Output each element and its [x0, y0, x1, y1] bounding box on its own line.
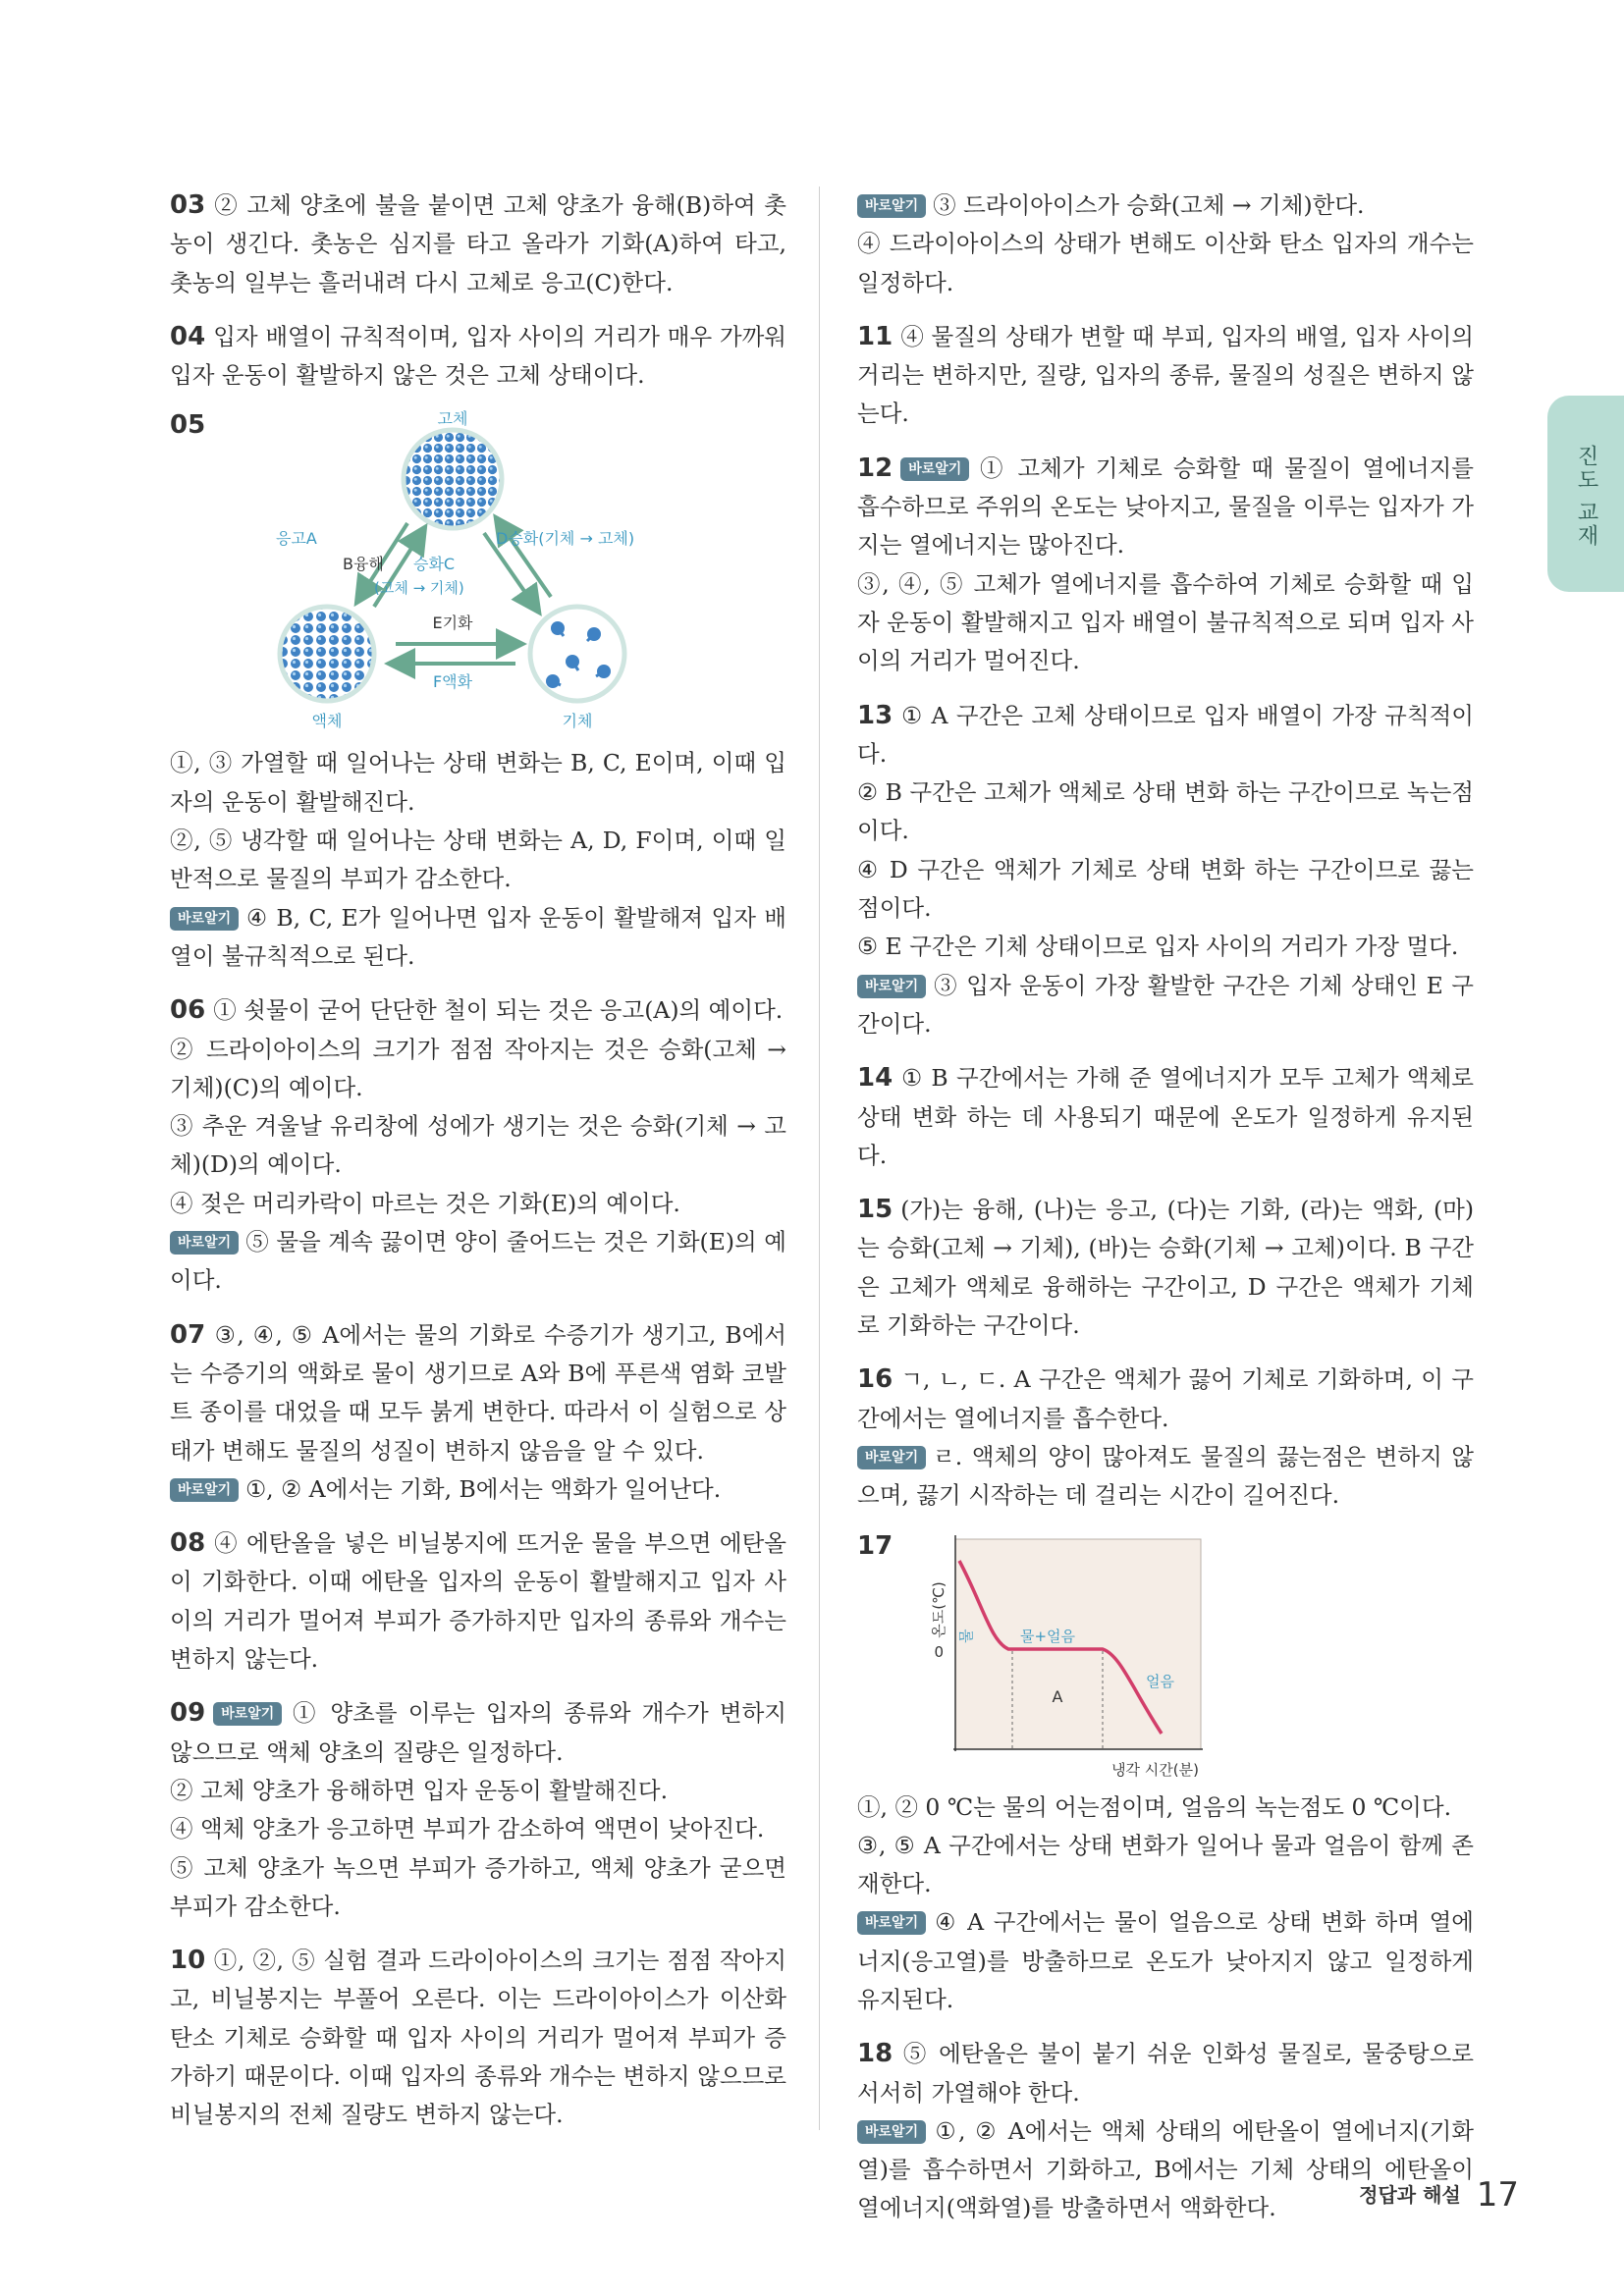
answer-07 [170, 1316, 786, 1509]
water-ice-label: 물+얼음 [1020, 1627, 1076, 1645]
left-column [170, 187, 786, 2151]
correction-text: ① 고체가 기체로 승화할 때 물질이 열에너지를 흡수하므로 주위의 온도는 낮아지고, 물질을 이루는 입자가 가지는 열에너지는 많아진다. [857, 454, 1474, 560]
explanation-text: ⑤ 에탄올은 불이 붙기 쉬운 인화성 물질로, 물중탕으로 서서히 가열해야 한다. [857, 2040, 1474, 2107]
label-e: E기화 [432, 614, 473, 633]
explanation-text: 입자 배열이 규칙적이며, 입자 사이의 거리가 매우 가까워 입자 운동이 활발하지 않은 것은 고체 상태이다. [170, 322, 786, 390]
explanation-text: ④ D 구간은 액체가 기체로 상태 변화 하는 구간이므로 끓는점이다. [857, 855, 1474, 923]
explanation-text: (가)는 융해, (나)는 응고, (다)는 기화, (라)는 액화, (마)는 승화(고체 → 기체), (바)는 승화(기체 → 고체)이다. B 구간은 고체가 액체로 융해하는 구간이고, D 구간은 액체가 기체로 기화하는 구간이다. [857, 1196, 1474, 1340]
explanation-text: ①, ③ 가열할 때 일어나는 상태 변화는 B, C, E이며, 이때 입자의 운동이 활발해진다. [170, 749, 786, 816]
explanation-text: ③ 추운 겨울날 유리창에 성에가 생기는 것은 승화(기체 → 고체)(D)의 예이다. [170, 1112, 786, 1179]
item-number: 08 [170, 1528, 206, 1559]
correction-badge: 바로알기 [170, 907, 239, 931]
correction-text: ① 양초를 이루는 입자의 종류와 개수가 변하지 않으므로 액체 양초의 질량은 일정하다. [170, 1699, 786, 1766]
answer-13 [857, 697, 1474, 1044]
explanation-text: ①, ② 0 ℃는 물의 어는점이며, 얼음의 녹는점도 0 ℃이다. [857, 1792, 1452, 1821]
correction-badge: 바로알기 [213, 1702, 282, 1726]
water-label: 물 [957, 1629, 975, 1643]
correction-text: ④ A 구간에서는 물이 얼음으로 상태 변화 하며 열에너지(응고열)를 방출하므로 온도가 낮아지지 않고 일정하게 유지된다. [857, 1908, 1474, 2013]
column-divider [819, 187, 820, 2130]
state-change-diagram [239, 410, 690, 744]
ice-label: 얼음 [1146, 1672, 1174, 1690]
answer-10 [170, 1942, 786, 2134]
answer-10-continued [857, 187, 1474, 302]
correction-badge: 바로알기 [857, 975, 926, 998]
answer-08 [170, 1524, 786, 1679]
gas-particles [530, 607, 624, 701]
explanation-text: ④ 젖은 머리카락이 마르는 것은 기화(E)의 예이다. [170, 1189, 680, 1217]
correction-text: ④ 드라이아이스의 상태가 변해도 이산화 탄소 입자의 개수는 일정하다. [857, 230, 1474, 296]
x-axis-label: 냉각 시간(분) [1111, 1760, 1199, 1779]
explanation-text: ② 드라이아이스의 크기가 점점 작아지는 것은 승화(고체 → 기체)(C)의 예이다. [170, 1035, 786, 1101]
correction-text: ⑤ 고체 양초가 녹으면 부피가 증가하고, 액체 양초가 굳으면 부피가 감소한다. [170, 1853, 786, 1920]
answer-17 [857, 1531, 1474, 2020]
explanation-text: ②, ⑤ 냉각할 때 일어나는 상태 변화는 A, D, F이며, 이때 일반적으로 물질의 부피가 감소한다. [170, 827, 786, 893]
item-number: 15 [857, 1195, 893, 1225]
correction-text: ③, ④, ⑤ 고체가 열에너지를 흡수하여 기체로 승화할 때 입자 운동이 활발해지고 입자 배열이 불규칙적으로 되며 입자 사이의 거리가 멀어진다. [857, 569, 1474, 675]
item-number: 12 [857, 453, 893, 483]
item-number: 07 [170, 1319, 206, 1350]
footer-title: 정답과 해설 [1359, 2183, 1461, 2207]
label-d: D승화(기체 → 고체) [496, 529, 635, 549]
explanation-text: ② B 구간은 고체가 액체로 상태 변화 하는 구간이므로 녹는점이다. [857, 778, 1474, 845]
correction-text: ①, ② A에서는 기화, B에서는 액화가 일어난다. [245, 1474, 722, 1503]
page-footer [1359, 2175, 1519, 2215]
explanation-text: ⑤ E 구간은 기체 상태이므로 입자 사이의 거리가 가장 멀다. [857, 933, 1459, 961]
explanation-text: ㄱ, ㄴ, ㄷ. A 구간은 액체가 끓어 기체로 기화하며, 이 구간에서는 열에너지를 흡수한다. [857, 1365, 1474, 1432]
answer-06 [170, 991, 786, 1300]
label-c: 승화C [413, 555, 456, 574]
label-b: B융해 [343, 555, 384, 574]
correction-badge: 바로알기 [857, 1911, 926, 1935]
item-number: 10 [170, 1946, 206, 1976]
graph-background [955, 1539, 1201, 1749]
correction-badge: 바로알기 [857, 194, 926, 218]
item-number: 09 [170, 1698, 206, 1729]
correction-text: ③ 드라이아이스가 승화(고체 → 기체)한다. [933, 191, 1365, 219]
cooling-curve-graph [904, 1531, 1238, 1789]
chapter-tab-label: 진도 교재 [1574, 445, 1598, 548]
answer-04 [170, 318, 786, 396]
answer-09 [170, 1694, 786, 1926]
explanation-text: ④ 에탄올을 넣은 비닐봉지에 뜨거운 물을 부으면 에탄올이 기화한다. 이때 에탄올 입자의 운동이 활발해지고 입자 사이의 거리가 멀어져 부피가 증가하지만 입자의 종류와 개수는 변하지 않는다. [170, 1529, 786, 1674]
answer-16 [857, 1361, 1474, 1515]
page-number: 17 [1476, 2175, 1519, 2215]
explanation-text: ③, ⑤ A 구간에서는 상태 변화가 일어나 물과 얼음이 함께 존재한다. [857, 1831, 1474, 1898]
right-column [857, 187, 1474, 2244]
item-number: 14 [857, 1063, 893, 1094]
liquid-particles [280, 607, 374, 701]
explanation-text: ①, ②, ⑤ 실험 결과 드라이아이스의 크기는 점점 작아지고, 비닐봉지는 부풀어 오른다. 이는 드라이아이스가 이산화 탄소 기체로 승화할 때 입자 사이의 거리가 멀어져 부피가 증가하기 때문이다. 이때 입자의 종류와 개수는 변하지 않으므로 비닐봉지의 전체 질량도 변하지 않는다. [170, 1947, 786, 2129]
correction-badge: 바로알기 [857, 2120, 926, 2144]
correction-text: ② 고체 양초가 융해하면 입자 운동이 활발해진다. [170, 1776, 669, 1804]
item-number: 11 [857, 321, 893, 351]
solid-particles [404, 430, 502, 528]
answer-03 [170, 187, 786, 302]
answer-14 [857, 1059, 1474, 1175]
item-number: 03 [170, 190, 206, 220]
correction-badge: 바로알기 [900, 457, 969, 481]
item-number: 16 [857, 1364, 893, 1395]
answer-15 [857, 1191, 1474, 1345]
item-number: 17 [857, 1530, 893, 1561]
item-number: 05 [170, 410, 206, 441]
correction-text: ④ 액체 양초가 응고하면 부피가 감소하여 액면이 낮아진다. [170, 1815, 765, 1843]
answer-05 [170, 410, 786, 976]
correction-text: ①, ② A에서는 액체 상태의 에탄올이 열에너지(기화열)를 흡수하면서 기화하고, B에서는 기체 상태의 에탄올이 열에너지(액화열)를 방출하면서 액화한다. [857, 2116, 1474, 2222]
answer-11 [857, 318, 1474, 434]
chapter-tab [1547, 396, 1624, 592]
correction-text: ③ 입자 운동이 가장 활발한 구간은 기체 상태인 E 구간이다. [857, 971, 1474, 1038]
zero-label: 0 [934, 1642, 944, 1661]
item-number: 18 [857, 2039, 893, 2069]
label-c-sub: (고체 → 기체) [374, 579, 464, 598]
explanation-text: ① 쇳물이 굳어 단단한 철이 되는 것은 응고(A)의 예이다. [213, 996, 784, 1025]
explanation-text: ① A 구간은 고체 상태이므로 입자 배열이 가장 규칙적이다. [857, 701, 1474, 768]
item-number: 04 [170, 321, 206, 351]
solid-label: 고체 [437, 410, 468, 429]
correction-text: ④ B, C, E가 일어나면 입자 운동이 활발해져 입자 배열이 불규칙적으로 된다. [170, 903, 786, 970]
label-f: F액화 [432, 672, 473, 692]
explanation-text: ③, ④, ⑤ A에서는 물의 기화로 수증기가 생기고, B에서는 수증기의 액화로 물이 생기므로 A와 B에 푸른색 염화 코발트 종이를 대었을 때 모두 붉게 변한다. 따라서 이 실험으로 상태가 변해도 물질의 성질이 변하지 않음을 알 수 있다. [170, 1320, 786, 1465]
label-a: 응고A [276, 529, 317, 549]
correction-badge: 바로알기 [170, 1478, 239, 1502]
correction-badge: 바로알기 [170, 1231, 239, 1255]
correction-text: ⑤ 물을 계속 끓이면 양이 줄어드는 것은 기화(E)의 예이다. [170, 1228, 786, 1295]
item-number: 13 [857, 700, 893, 730]
answer-12 [857, 450, 1474, 681]
correction-badge: 바로알기 [857, 1446, 926, 1469]
gas-label: 기체 [562, 712, 593, 731]
correction-text: ㄹ. 액체의 양이 많아져도 물질의 끓는점은 변하지 않으며, 끓기 시작하는 데 걸리는 시간이 길어진다. [857, 1442, 1474, 1510]
liquid-label: 액체 [311, 712, 343, 731]
explanation-text: ② 고체 양초에 불을 붙이면 고체 양초가 융해(B)하여 촛농이 생긴다. 촛농은 심지를 타고 올라가 기화(A)하여 타고, 촛농의 일부는 흘러내려 다시 고체로 응고(C)한다. [170, 191, 786, 296]
explanation-text: ① B 구간에서는 가해 준 열에너지가 모두 고체가 액체로 상태 변화 하는 데 사용되기 때문에 온도가 일정하게 유지된다. [857, 1064, 1474, 1169]
section-a-label: A [1052, 1686, 1063, 1706]
y-axis-label: 온도(℃) [930, 1580, 947, 1638]
item-number: 06 [170, 995, 206, 1026]
explanation-text: ④ 물질의 상태가 변할 때 부피, 입자의 배열, 입자 사이의 거리는 변하지만, 질량, 입자의 종류, 물질의 성질은 변하지 않는다. [857, 322, 1474, 428]
